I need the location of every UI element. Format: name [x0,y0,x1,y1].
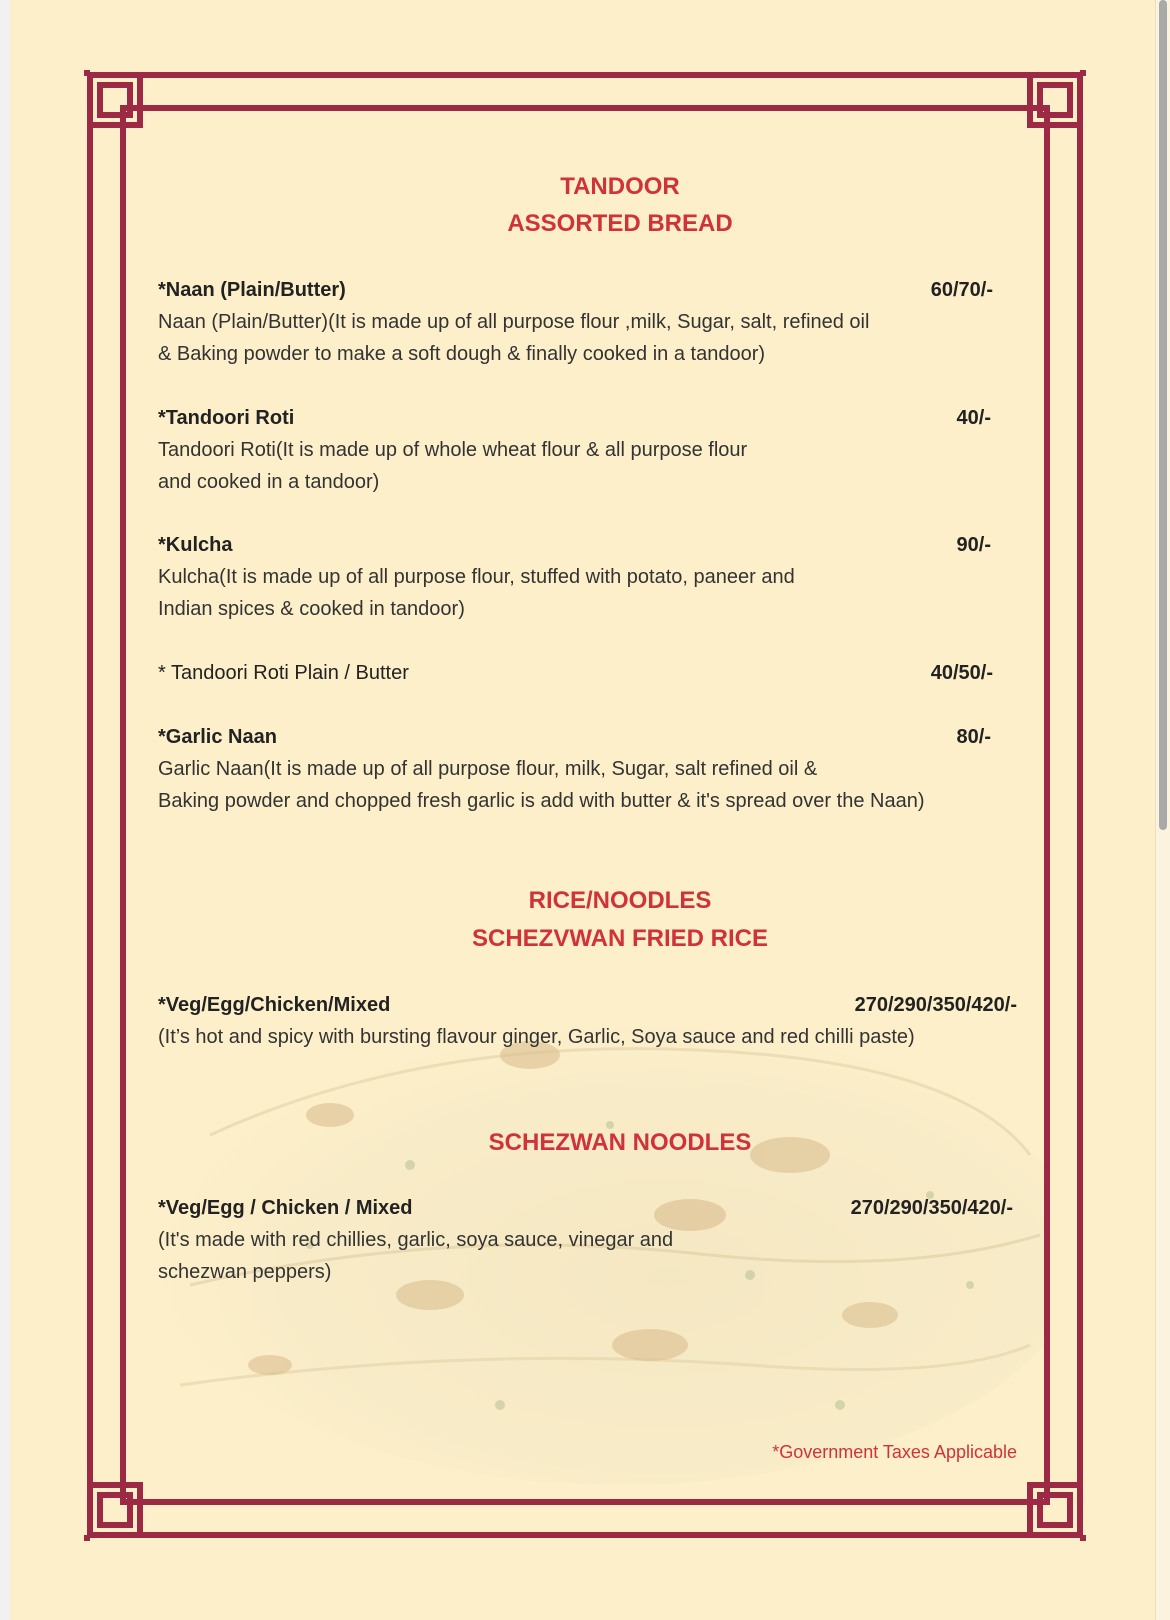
section-subtitle-assorted-bread: ASSORTED BREAD [507,210,733,237]
description-line: Indian spices & cooked in tandoor) [158,598,465,620]
menu-item-price: 270/290/350/420/- [850,1197,1013,1219]
description-line: (It’s hot and spicy with bursting flavour ginger, Garlic, Soya sauce and red chilli paste) [158,1026,915,1048]
menu-item-description [158,753,1058,817]
menu-item-name: *Naan (Plain/Butter) [158,279,346,301]
menu-item-price: 270/290/350/420/- [854,994,1017,1016]
menu-item-description [158,434,958,498]
menu-item-description [158,306,958,370]
description-line: & Baking powder to make a soft dough & finally cooked in a tandoor) [158,343,766,365]
description-line: Kulcha(It is made up of all purpose flour, stuffed with potato, paneer and [158,566,795,588]
menu-item-price: 40/- [956,407,991,429]
scrollbar-track[interactable] [1155,0,1170,1620]
menu-item-name: * Tandoori Roti Plain / Butter [158,662,409,684]
menu-item-description [158,561,958,625]
menu-item-description [158,1021,1058,1053]
description-line: schezwan peppers) [158,1261,332,1283]
menu-item-name: *Tandoori Roti [158,407,295,429]
menu-item-name: *Veg/Egg/Chicken/Mixed [158,994,391,1016]
menu-item-price: 90/- [956,534,991,556]
menu-item-name: *Veg/Egg / Chicken / Mixed [158,1197,413,1219]
section-title-schezwan-noodles: SCHEZWAN NOODLES [488,1129,752,1156]
section-title-rice-noodles: RICE/NOODLES [528,887,712,914]
scrollbar-thumb[interactable] [1159,0,1167,830]
description-line: Naan (Plain/Butter)(It is made up of all purpose flour ,milk, Sugar, salt, refined oil [158,311,870,333]
menu-item-name: *Garlic Naan [158,726,277,748]
description-line: Tandoori Roti(It is made up of whole wheat flour & all purpose flour [158,439,748,461]
menu-item-price: 60/70/- [930,279,993,301]
section-title-tandoor: TANDOOR [560,173,680,200]
tax-note: *Government Taxes Applicable [772,1442,1017,1462]
description-line: Garlic Naan(It is made up of all purpose flour, milk, Sugar, salt refined oil & [158,758,818,780]
description-line: (It's made with red chillies, garlic, soya sauce, vinegar and [158,1229,674,1251]
menu-item-price: 80/- [956,726,991,748]
description-line: and cooked in a tandoor) [158,471,380,493]
menu-item-name: *Kulcha [158,534,233,556]
section-subtitle-schezvwan-fried-rice: SCHEZVWAN FRIED RICE [471,925,768,952]
menu-item-price: 40/50/- [930,662,993,684]
description-line: Baking powder and chopped fresh garlic is add with butter & it's spread over the Naan) [158,790,925,812]
menu-item-description [158,1224,958,1288]
